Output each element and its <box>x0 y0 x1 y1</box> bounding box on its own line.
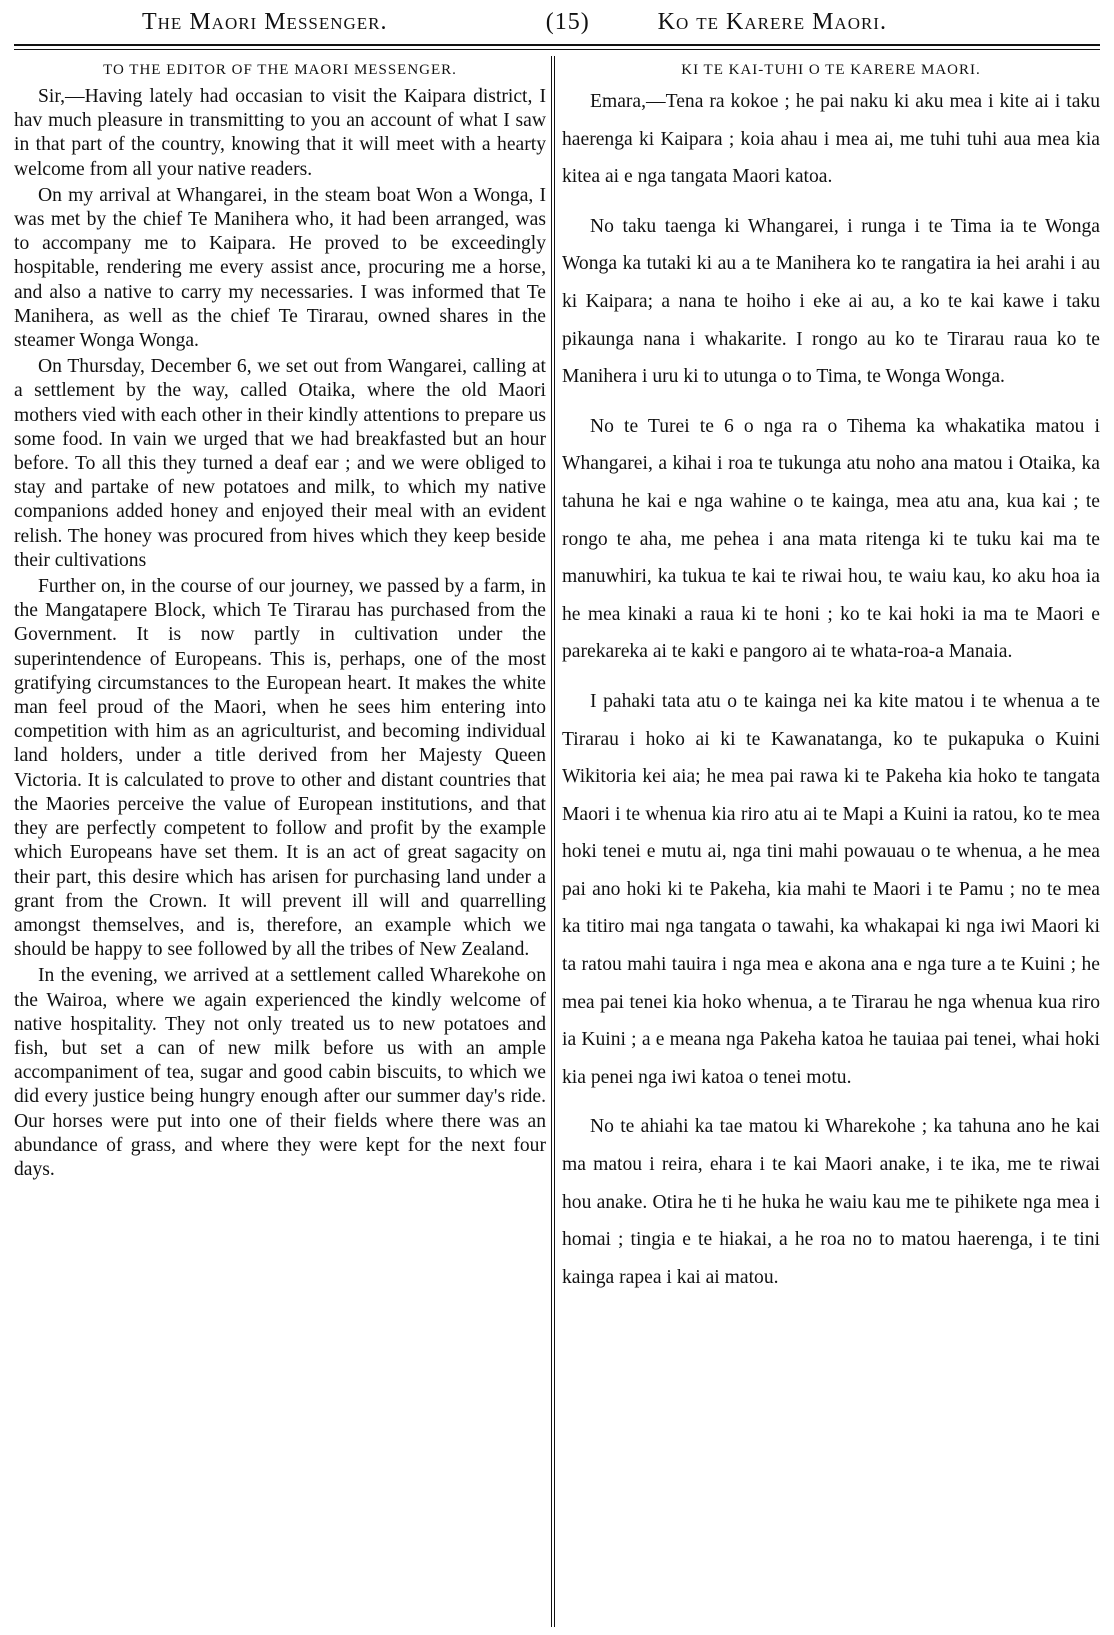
maori-column <box>562 58 1100 1627</box>
column-divider <box>551 56 555 1627</box>
maori-paragraph: No te Turei te 6 o nga ra o Tihema ka whakatika matou i Whangarei, a kihai i roa te tukunga atu noho ana matou i Otaika, ka tahuna he kai e nga wahine o te kainga, mea atu ana, kua kai ; te rongo te aha, me pehea i ana mata ritenga ki te tuku kai ma te manuwhiri, ka tukua te kai te riwai hou, te waiu kau, ko aku hoa ia he mea kinaki a raua ki te honi ; ko te kai hoki ia ma te Maori e parekareka ai te kaki e pangoro ai te whata-roa-a Manaia. <box>562 415 1100 663</box>
masthead-rule <box>14 44 1100 46</box>
maori-paragraph: Emara,—Tena ra kokoe ; he pai naku ki aku mea i kite ai i taku haerenga ki Kaipara ; koia ahau i mea ai, me tuhi tuhi aua mea kia kitea ai e nga tangata Maori katoa. <box>562 91 1100 188</box>
masthead-title-maori: Ko te Karere Maori. <box>657 8 887 35</box>
maori-paragraph: No te ahiahi ka tae matou ki Wharekohe ; ka tahuna ano he kai ma matou i reira, ehara i te kai Maori anake, i te ika, me te riwai hou anake. Otira he ti he huka he waiu kau me te pihikete nga mea i homai ; tingia e te hiakai, a he roa no to matou haerenga, i te tini kainga rapea i kai ai matou. <box>562 1116 1100 1288</box>
masthead-title-english: The Maori Messenger. <box>142 8 388 35</box>
maori-paragraph: I pahaki tata atu o te kainga nei ka kite matou i te whenua a te Tirarau i hoko ai ki te Kawanatanga, ko te pukapuka o Kuini Wikitoria kei aia; he mea pai rawa ki te Pakeha kia hoko te tangata Maori i te whenua kia riro atu ai te Mapi a Kuini ia ratou, ko te mea hoki tenei e mutu ai, nga tini mahi powauau o te whenua, a he mea pai ano hoki ki te Pakeha, kia mahi te Maori i te Pamu ; no te mea ka titiro mai nga tangata o tawahi, ka whakapai ki nga iwi Maori ki ta ratou mahi tauira i nga mea e akona ana e nga ture a te Kuini ; he mea pai tenei kia hoko whenua, a te Tirarau he nga whenua kua riro ia Kuini ; a e meana nga Pakeha katoa he tauiaa pai tenei, whai hoki kia penei nga iwi katoa o tenei motu. <box>562 690 1100 1088</box>
english-paragraph: Further on, in the course of our journey, we passed by a farm, in the Mangatapere Block, which Te Tirarau has purchased from the Government. It is now partly in cultivation under the superintendence of Europeans. This is, perhaps, one of the most gratifying circumstances to the European heart. It makes the white man feel proud of the Maori, when he sees him entering into competition with him as an agriculturist, and becoming individual land holders, under a title derived from her Majesty Queen Victoria. It is calculated to prove to other and distant countries that the Maories perceive the value of European institutions, and that they are perfectly competent to follow and profit by the example which Europeans have set them. It is an act of great sagacity on their part, this desire which has arisen for purchasing land under a grant from the Crown. It will prevent ill will and quarrelling amongst themselves, and is, therefore, an example which we should be happy to see followed by all the tribes of New Zealand. <box>14 576 546 961</box>
page-number: (15) <box>545 8 590 35</box>
english-heading: TO THE EDITOR OF THE MAORI MESSENGER. <box>103 62 457 78</box>
maori-paragraph: No taku taenga ki Whangarei, i runga i te Tima ia te Wonga Wonga ka tutaki ki au a te Manihera ko te rangatira ia hei arahi i au ki Kaipara; a nana te hoiho i eke ai au, a ko te kai kawe i taku pikaunga nana i whakarite. I rongo au ko te Tirarau raua ko te Manihera i uru ki to utunga o to Tima, te Wonga Wonga. <box>562 215 1100 388</box>
masthead <box>14 4 1100 40</box>
masthead-rule-thin <box>14 49 1100 50</box>
english-paragraph: On Thursday, December 6, we set out from Wangarei, calling at a settlement by the way, called Otaika, where the old Maori mothers vied with each other in their kindly attentions to prepare us some food. In vain we urged that we had breakfasted but an hour before. To all this they turned a deaf ear ; and we were obliged to stay and partake of new potatoes and milk, to which my native companions added honey and enjoyed their meal with an evident relish. The honey was procured from hives which they keep beside their cultivations <box>14 356 546 571</box>
english-paragraph: In the evening, we arrived at a settlement called Wharekohe on the Wairoa, where we again experienced the kindly welcome of native hospitality. They not only treated us to new potatoes and fish, but set a can of new milk before us with an ample accompaniment of tea, sugar and good cabin biscuits, to which we did every justice being hungry enough after our summer day's ride. Our horses were put into one of their fields where there was an abundance of grass, and where they were kept for the next four days. <box>14 965 546 1180</box>
english-paragraph: On my arrival at Whangarei, in the steam boat Won a Wonga, I was met by the chief Te Manihera who, it had been arranged, was to accompany me to Kaipara. He proved to be exceedingly hospitable, rendering me every assist ance, procuring me a horse, and also a native to carry my necessaries. I was informed that Te Manihera, as well as the chief Te Tirarau, owned shares in the steamer Wonga Wonga. <box>14 184 546 352</box>
english-paragraph: Sir,—Having lately had occasian to visit the Kaipara district, I hav much pleasure in transmitting to you an account of what I saw in that part of the country, knowing that it will meet with a hearty welcome from all your native readers. <box>14 86 546 180</box>
maori-heading: KI TE KAI-TUHI O TE KARERE MAORI. <box>681 62 981 78</box>
english-column <box>14 58 546 1627</box>
